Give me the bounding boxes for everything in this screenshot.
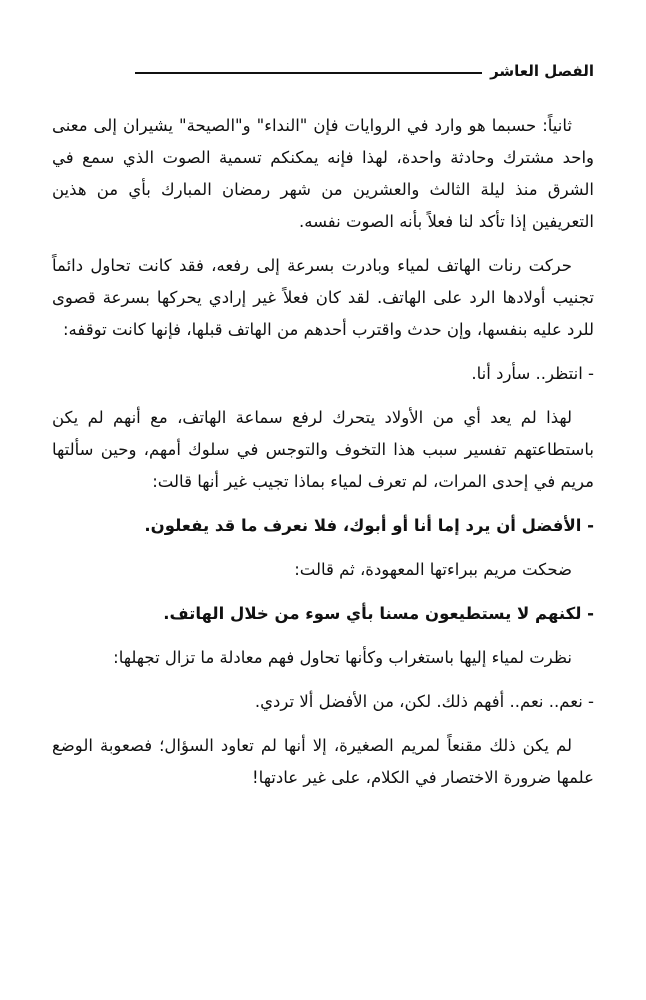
dialogue-line: - نعم.. نعم.. أفهم ذلك. لكن، من الأفضل ألا تردي. bbox=[254, 692, 594, 711]
paragraph: نظرت لمياء إليها باستغراب وكأنها تحاول فهم معادلة ما تزال تجهلها: bbox=[113, 648, 572, 667]
header-rule bbox=[135, 72, 482, 74]
dialogue-line: - الأفضل أن يرد إما أنا أو أبوك، فلا نعرف ما قد يفعلون. bbox=[144, 516, 594, 535]
paragraph: ثانياً: حسبما هو وارد في الروايات فإن "النداء" و"الصيحة" يشيران إلى معنى واحد مشترك وحادثة واحدة، لهذا فإنه يمكنكم تسمية الصوت الذي سمع في الشرق منذ ليلة الثالث والعشرين من شهر رمضان المبارك بأي من هذين التعريفين إذا تأكد لنا فعلاً بأنه الصوت نفسه. bbox=[52, 116, 594, 231]
dialogue-line: - لكنهم لا يستطيعون مسنا بأي سوء من خلال الهاتف. bbox=[163, 604, 594, 623]
page-header bbox=[135, 58, 594, 84]
dialogue-line: - انتظر.. سأرد أنا. bbox=[471, 364, 594, 383]
narration-line: ضحكت مريم ببراءتها المعهودة، ثم قالت: bbox=[294, 560, 572, 579]
page-body bbox=[52, 110, 594, 806]
paragraph: لهذا لم يعد أي من الأولاد يتحرك لرفع سماعة الهاتف، مع أنهم لم يكن باستطاعتهم تفسير سبب هذا التخوف والتوجس في سلوك أمهم، وحين سألتها مريم في إحدى المرات، لم تعرف لمياء بماذا تجيب غير أنها قالت: bbox=[52, 408, 594, 491]
paragraph: لم يكن ذلك مقنعاً لمريم الصغيرة، إلا أنها لم تعاود السؤال؛ فصعوبة الوضع علمها ضرورة الاختصار في الكلام، على غير عادتها! bbox=[52, 736, 594, 787]
paragraph: حركت رنات الهاتف لمياء وبادرت بسرعة إلى رفعه، فقد كانت تحاول دائماً تجنيب أولادها الرد على الهاتف. لقد كان فعلاً غير إرادي يحركها بسرعة قصوى للرد عليه بنفسها، وإن حدث واقترب أحدهم من الهاتف قبلها، فإنها كانت توقفه: bbox=[52, 256, 594, 339]
chapter-title: الفصل العاشر bbox=[490, 62, 594, 80]
